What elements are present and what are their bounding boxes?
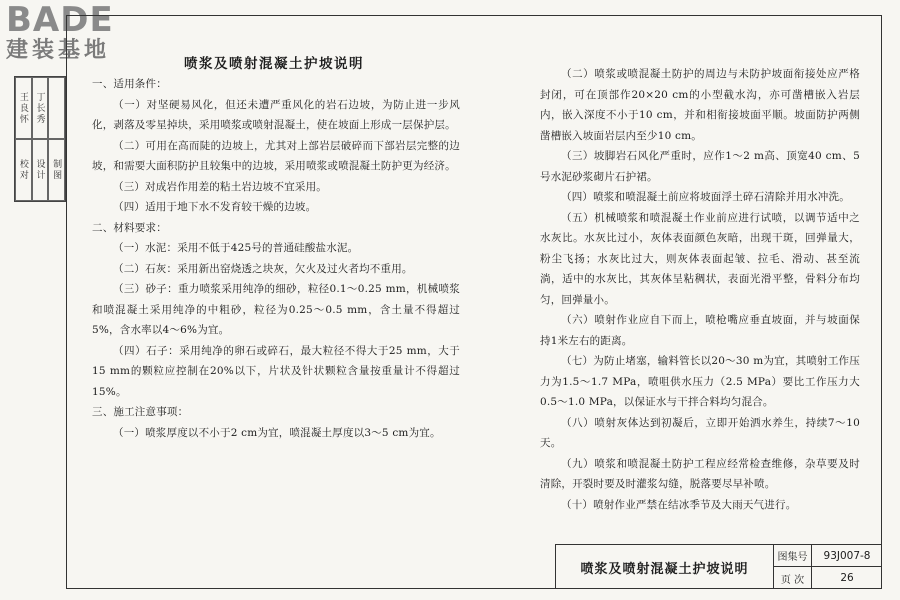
paragraph: （四）适用于地下水不发育较干燥的边坡。 bbox=[113, 201, 317, 213]
paragraph: （九）喷浆和喷混凝土防护工程应经常检查维修，杂草要及时清除，开裂时要及时灌浆勾缝，脱落要尽早补喷。 bbox=[540, 457, 860, 490]
page-number-value: 26 bbox=[840, 572, 854, 584]
sign-role-design: 设计 bbox=[32, 139, 49, 201]
logo-subtext: 建装基地 bbox=[6, 38, 111, 63]
paragraph: （六）喷射作业应自下而上，喷枪嘴应垂直坡面，并与坡面保持1米左右的距离。 bbox=[540, 314, 860, 347]
paragraph: （一）水泥：采用不低于425号的普通硅酸盐水泥。 bbox=[113, 242, 359, 254]
section-heading: 三、施工注意事项： bbox=[92, 406, 189, 418]
paragraph: （四）喷浆和喷混凝土前应将坡面浮土碎石清除并用水冲洗。 bbox=[561, 191, 850, 203]
right-column bbox=[540, 64, 860, 515]
sign-name-1: 王良怀 bbox=[15, 77, 32, 139]
paragraph: （十）喷射作业严禁在结冰季节及大雨天气进行。 bbox=[561, 498, 797, 511]
sign-role-proofread: 校对 bbox=[15, 139, 32, 201]
sign-name-3 bbox=[48, 77, 65, 139]
paragraph: （八）喷射灰体达到初凝后，立即开始洒水养生，持续7～10天。 bbox=[540, 416, 860, 449]
paragraph: （二）石灰：采用新出窑烧透之块灰，欠火及过火者均不重用。 bbox=[113, 262, 413, 275]
title-block-name: 喷浆及喷射混凝土护坡说明 bbox=[556, 545, 774, 589]
section-heading: 二、材料要求： bbox=[92, 221, 167, 234]
paragraph: （三）坡脚岩石风化严重时，应作1～2 m高、顶宽40 cm、5号水泥砂浆砌片石护裙。 bbox=[540, 150, 860, 183]
paragraph: （三）砂子：重力喷浆采用纯净的细砂，粒径0.1～0.25 mm，机械喷浆和喷混凝土采用纯净的中粗砂，粒径为0.25～0.5 mm，含土量不得超过5%，含水率以4～6%为宜。 bbox=[92, 283, 460, 336]
atlas-number-value: 93J007-8 bbox=[812, 545, 882, 567]
logo-text: BADE bbox=[6, 0, 114, 40]
section-heading: 一、适用条件： bbox=[92, 78, 167, 90]
sign-role-draw: 制图 bbox=[48, 139, 65, 201]
paragraph: （一）对坚硬易风化，但还未遭严重风化的岩石边坡，为防止进一步风化，剥落及零星掉块，采用喷浆或喷射混凝土，使在坡面上形成一层保护层。 bbox=[92, 98, 460, 131]
atlas-number-label: 图集号 bbox=[774, 545, 812, 567]
page-title: 喷浆及喷射混凝土护坡说明 bbox=[184, 56, 364, 72]
sign-name-2: 丁长秀 bbox=[32, 77, 49, 139]
paragraph: （二）喷浆或喷混凝土防护的周边与未防护坡面衔接处应严格封闭，可在顶部作20×20 cm的小型截水沟，亦可凿槽嵌入岩层内，嵌入深度不小于10 cm，并和相衔接坡面平顺。坡面防护两侧凿槽嵌入坡面岩层内至少10 cm。 bbox=[540, 68, 860, 142]
title-block bbox=[555, 544, 882, 589]
paragraph: （七）为防止堵塞，输料管长以20～30 m为宜，其喷射工作压力为1.5～1.7 MPa，喷咀供水压力（2.5 MPa）要比工作压力大0.5～1.0 MPa，以保证水与干拌合料均匀混合。 bbox=[540, 355, 860, 408]
paragraph: （五）机械喷浆和喷混凝土作业前应进行试喷，以调节适中之水灰比。水灰比过小，灰体表面颜色灰暗，出现干斑，回弹量大，粉尘飞扬；水灰比过大，则灰体表面起皱、拉毛、滑动、甚至流淌，适中的水灰比，其灰体呈粘稠状，表面光滑平整，骨料分布均匀，回弹量小。 bbox=[540, 211, 860, 306]
paragraph: （二）可用在高而陡的边坡上，尤其对上部岩层破碎而下部岩层完整的边坡，和需要大面积防护且较集中的边坡，采用喷浆或喷混凝土防护更为经济。 bbox=[92, 139, 460, 172]
left-column bbox=[92, 74, 460, 443]
paragraph: （四）石子：采用纯净的卵石或碎石，最大粒径不得大于25 mm，大于15 mm的颗粒应控制在20%以下，片状及针状颗粒含量按重量计不得超过15%。 bbox=[92, 344, 460, 398]
page-number-label: 页 次 bbox=[774, 567, 812, 589]
paragraph: （一）喷浆厚度以不小于2 cm为宜，喷混凝土厚度以3～5 cm为宜。 bbox=[113, 426, 441, 439]
signature-block bbox=[14, 76, 66, 202]
paragraph: （三）对成岩作用差的粘土岩边坡不宜采用。 bbox=[113, 180, 327, 193]
